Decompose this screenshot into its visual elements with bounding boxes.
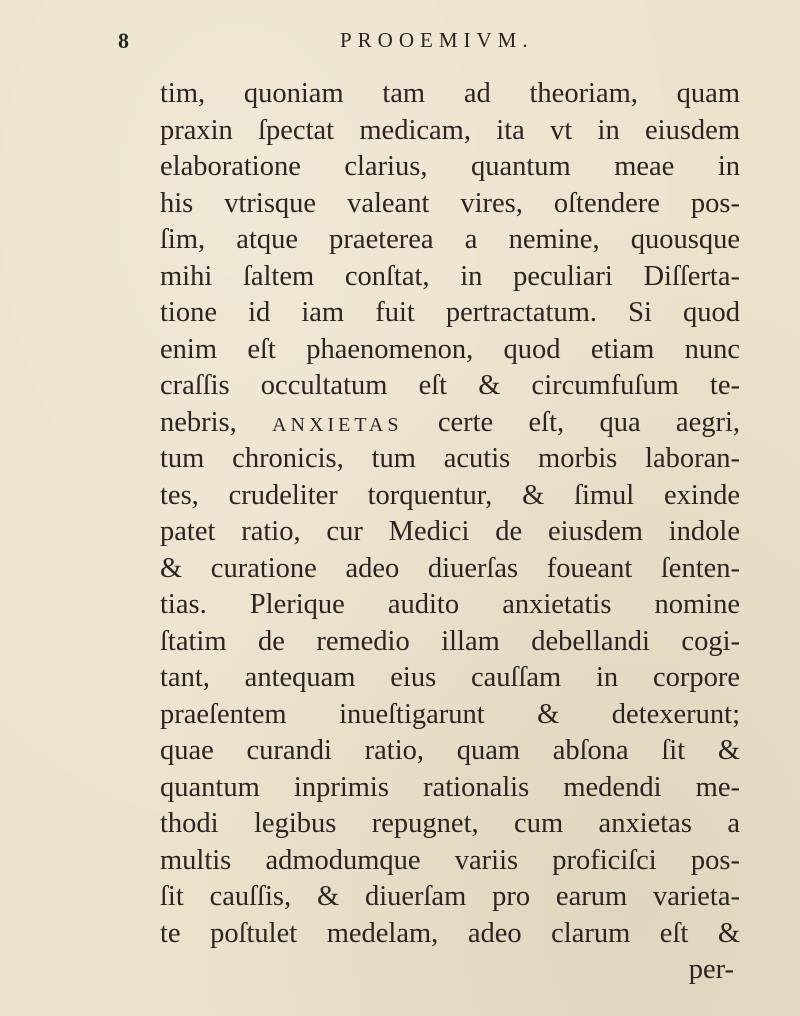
text-line: praeſentem inueſtigarunt & detexerunt; [160,698,740,730]
text-line-with-smallcaps [160,405,740,442]
text-line: patet ratio, cur Medici de eiusdem indole [160,516,740,547]
text-line: te poſtulet medelam, adeo clarum eſt & [160,917,740,949]
text-line: praxin ſpectat medicam, ita vt in eiusdem [160,114,740,146]
text-line: craſſis occultatum eſt & circumfuſum te- [160,370,740,401]
text-line: his vtrisque valeant vires, oſtendere pos- [160,187,740,219]
text-line: & curatione adeo diuerſas foueant ſenten- [160,552,740,584]
text-line: tant, antequam eius cauſſam in corpore [160,662,740,693]
text-line: elaboratione clarius, quantum meae in [160,151,740,182]
text-line: mihi ſaltem conſtat, in peculiari Diſſerta- [160,260,740,292]
running-head: PROOEMIVM. [340,28,534,52]
body-text [160,76,740,989]
text-line: ſit cauſſis, & diuerſam pro earum varieta- [160,881,740,912]
catchword: per- [688,954,734,985]
line-prefix: nebris, [160,406,273,438]
text-line: ſtatim de remedio illam debellandi cogi- [160,625,740,657]
text-line: quae curandi ratio, quam abſona ſit & [160,735,740,766]
page-number: 8 [118,28,129,53]
text-line: tim, quoniam tam ad theoriam, quam [160,78,740,109]
smallcaps-term: ANXIETAS [272,413,403,436]
text-line: multis admodumque variis proficiſci pos- [160,844,740,876]
text-line: tes, crudeliter torquentur, & ſimul exinde [160,479,740,511]
page-header [0,22,800,58]
text-line: enim eſt phaenomenon, quod etiam nunc [160,333,740,365]
text-line: ſim, atque praeterea a nemine, quousque [160,224,740,255]
text-line: tum chronicis, tum acutis morbis laboran- [160,443,740,474]
text-line: thodi legibus repugnet, cum anxietas a [160,808,740,839]
text-line: tias. Plerique audito anxietatis nomine [160,589,740,620]
text-line: quantum inprimis rationalis medendi me- [160,771,740,803]
text-line: tione id iam fuit pertractatum. Si quod [160,297,740,328]
line-suffix: certe eſt, qua aegri, [402,406,741,438]
